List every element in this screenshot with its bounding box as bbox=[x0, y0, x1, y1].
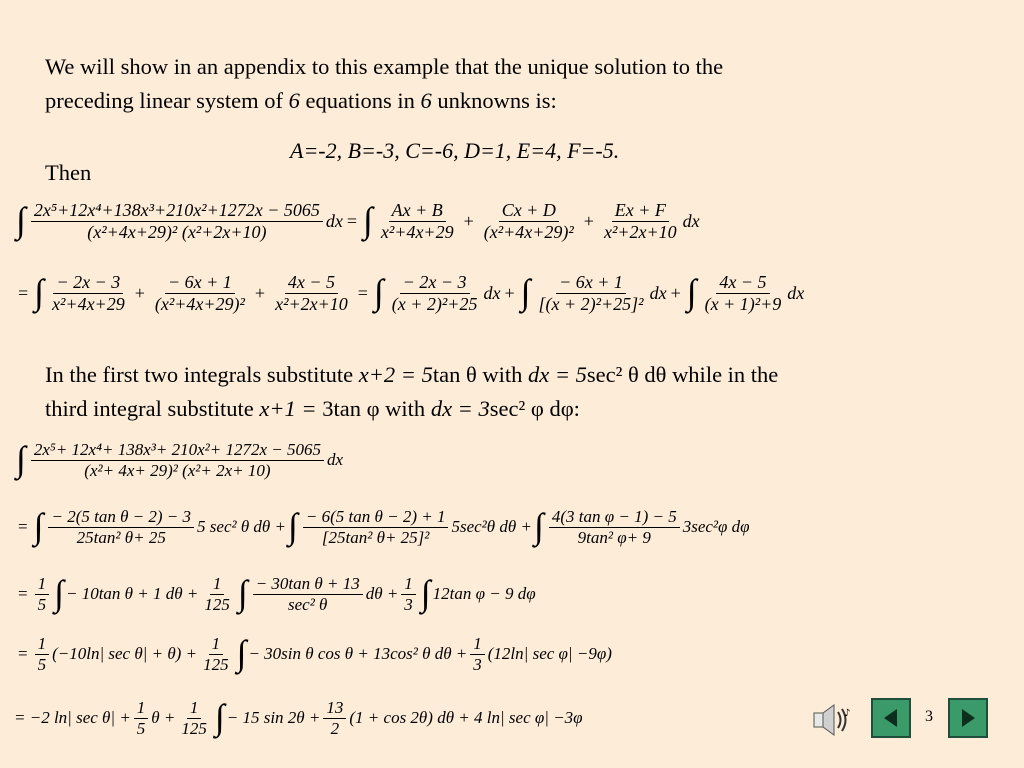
fraction-numerator: 1 bbox=[35, 634, 50, 655]
integral-sign: ∫ bbox=[420, 573, 431, 614]
fraction-denominator: (x²+4x+29)² bbox=[483, 221, 574, 242]
coefficient-fraction bbox=[35, 574, 50, 614]
term-tail: 5 sec² θ dθ + bbox=[197, 517, 287, 537]
next-slide-button[interactable] bbox=[948, 698, 988, 738]
integral-sign: ∫ bbox=[363, 200, 373, 241]
fraction-denominator: 9tan² φ+ 9 bbox=[577, 527, 651, 547]
integral-sign: ∫ bbox=[237, 573, 248, 614]
substitution-text: while in the bbox=[666, 362, 779, 387]
fraction-denominator: (x + 2)²+25 bbox=[391, 293, 478, 314]
substitution-expr: x+2 = 5 bbox=[358, 362, 433, 387]
integral-sign: ∫ bbox=[16, 200, 26, 241]
integral-sign: ∫ bbox=[34, 272, 45, 313]
page-number: 3 bbox=[925, 708, 933, 725]
intro-number: 6 bbox=[288, 88, 300, 113]
then-label: Then bbox=[45, 160, 92, 185]
term-fraction bbox=[152, 272, 248, 314]
fraction-numerator: 1 bbox=[401, 574, 416, 595]
fraction-denominator: 125 bbox=[204, 594, 230, 614]
term-fraction bbox=[378, 200, 457, 242]
term-fraction bbox=[272, 272, 351, 314]
substitution-text: sec² θ dθ bbox=[586, 362, 667, 387]
fraction-denominator: x²+4x+29 bbox=[380, 221, 454, 242]
fraction-numerator: 1 bbox=[470, 634, 485, 655]
fraction-numerator: Ax + B bbox=[389, 200, 446, 222]
term-fraction bbox=[535, 272, 646, 314]
equals-sign: = bbox=[18, 517, 28, 537]
fraction-denominator: (x²+4x+29)² (x²+2x+10) bbox=[87, 221, 267, 242]
integral-sign: ∫ bbox=[288, 506, 298, 547]
fraction-denominator: 5 bbox=[37, 654, 47, 674]
term-text: = −2 ln| sec θ| + bbox=[14, 708, 131, 728]
term-text: (−10ln| sec θ| + θ) + bbox=[52, 644, 198, 664]
term-fraction bbox=[48, 507, 194, 547]
fraction-numerator: − 2(5 tan θ − 2) − 3 bbox=[48, 507, 194, 528]
substitution-line-2 bbox=[45, 392, 778, 426]
term-fraction bbox=[702, 272, 785, 314]
coefficient-fraction bbox=[200, 634, 232, 674]
fraction-numerator: − 2x − 3 bbox=[53, 272, 123, 294]
term-tail: 5sec²θ dθ + bbox=[451, 517, 532, 537]
plus-sign: + bbox=[254, 282, 266, 303]
intro-text: unknowns is: bbox=[431, 88, 557, 113]
equation-final bbox=[14, 698, 583, 738]
fraction-denominator: x²+2x+10 bbox=[603, 221, 677, 242]
fraction-denominator: (x + 1)²+9 bbox=[704, 293, 782, 314]
equals-sign: = bbox=[18, 282, 29, 303]
intro-line-1: We will show in an appendix to this example that the unique solution to the bbox=[45, 54, 724, 79]
arrow-left-icon bbox=[879, 706, 903, 730]
plus-sign: + bbox=[583, 210, 594, 231]
term-tail: 3sec²φ dφ bbox=[682, 517, 750, 537]
fraction-numerator: Ex + F bbox=[612, 200, 669, 222]
term-text: − 15 sin 2θ + bbox=[226, 708, 321, 728]
intro-text: equations in bbox=[299, 88, 421, 113]
plus-sign: + bbox=[134, 282, 145, 303]
fraction-denominator: (x²+ 4x+ 29)² (x²+ 2x+ 10) bbox=[84, 460, 271, 480]
intro-paragraph bbox=[45, 50, 723, 118]
fraction-denominator: sec² θ bbox=[288, 594, 328, 614]
coefficient-fraction bbox=[470, 634, 485, 674]
substitution-text: In the first two integrals substitute bbox=[45, 362, 359, 387]
integral-sign: ∫ bbox=[33, 506, 44, 547]
integrand-fraction bbox=[31, 440, 324, 480]
equation-split-integrals bbox=[14, 272, 804, 314]
equation-original-integral bbox=[14, 440, 343, 480]
fraction-numerator: − 6x + 1 bbox=[165, 272, 235, 294]
fraction-numerator: − 2x − 3 bbox=[400, 272, 470, 294]
intro-text: preceding linear system of bbox=[45, 88, 289, 113]
integral-sign: ∫ bbox=[533, 506, 544, 547]
fraction-denominator: 5 bbox=[136, 718, 146, 738]
integrand-fraction bbox=[31, 200, 323, 242]
plus-sign: + bbox=[463, 210, 474, 231]
fraction-denominator: x²+4x+29 bbox=[52, 293, 125, 314]
coefficient-fraction bbox=[35, 634, 50, 674]
equation-partial-fractions bbox=[14, 200, 700, 242]
term-fraction bbox=[601, 200, 680, 242]
previous-slide-button[interactable] bbox=[871, 698, 911, 738]
intro-line-2 bbox=[45, 84, 723, 118]
term-fraction bbox=[253, 574, 363, 614]
substitution-expr: dx = 3 bbox=[430, 396, 490, 421]
fraction-denominator: 3 bbox=[404, 594, 413, 614]
term-text: (12ln| sec φ| −9φ) bbox=[487, 644, 612, 664]
integral-sign: ∫ bbox=[686, 272, 697, 313]
fraction-numerator: − 6(5 tan θ − 2) + 1 bbox=[303, 507, 449, 528]
term-fraction bbox=[481, 200, 577, 242]
equals-sign: = bbox=[357, 282, 368, 303]
integral-sign: ∫ bbox=[373, 272, 384, 313]
plus-sign: + bbox=[504, 282, 515, 303]
term-fraction bbox=[49, 272, 128, 314]
fraction-numerator: − 30tan θ + 13 bbox=[253, 574, 363, 595]
term-text: − 30sin θ cos θ + 13cos² θ dθ + bbox=[248, 644, 468, 664]
fraction-denominator: 125 bbox=[181, 718, 207, 738]
equation-integrated bbox=[14, 634, 612, 674]
fraction-numerator: 1 bbox=[209, 634, 224, 655]
substitution-text: sec² φ dφ: bbox=[489, 396, 580, 421]
fraction-numerator: 4x − 5 bbox=[285, 272, 338, 294]
substitution-line-1 bbox=[45, 358, 778, 392]
substitution-paragraph bbox=[45, 358, 778, 426]
substitution-expr: x+1 = bbox=[259, 396, 323, 421]
coefficient-fraction bbox=[178, 698, 210, 738]
equals-sign: = bbox=[346, 210, 358, 231]
term-text: dθ + bbox=[365, 584, 399, 604]
term-fraction bbox=[549, 507, 680, 547]
term-text: 12tan φ − 9 dφ bbox=[432, 584, 536, 604]
integral-sign: ∫ bbox=[16, 439, 26, 480]
fraction-denominator: 25tan² θ+ 25 bbox=[76, 527, 166, 547]
equation-simplified bbox=[14, 574, 536, 614]
svg-text:♪: ♪ bbox=[844, 708, 851, 719]
equals-sign: = bbox=[18, 644, 28, 664]
integral-sign: ∫ bbox=[236, 633, 247, 674]
fraction-numerator: 13 bbox=[323, 698, 346, 719]
intro-number: 6 bbox=[420, 88, 432, 113]
fraction-denominator: 3 bbox=[473, 654, 482, 674]
arrow-right-icon bbox=[956, 706, 980, 730]
differential: dx bbox=[325, 210, 343, 231]
fraction-denominator: x²+2x+10 bbox=[275, 293, 348, 314]
equals-sign: = bbox=[18, 584, 28, 604]
differential: dx bbox=[649, 282, 667, 303]
fraction-denominator: 5 bbox=[37, 594, 47, 614]
substitution-text: tan θ with bbox=[432, 362, 528, 387]
substitution-text: third integral substitute bbox=[45, 396, 260, 421]
term-text: (1 + cos 2θ) dθ + 4 ln| sec φ| −3φ bbox=[349, 708, 583, 728]
fraction-numerator: 1 bbox=[134, 698, 149, 719]
term-fraction bbox=[303, 507, 449, 547]
term-text: θ + bbox=[151, 708, 176, 728]
fraction-numerator: − 6x + 1 bbox=[556, 272, 626, 294]
fraction-denominator: 125 bbox=[203, 654, 229, 674]
substitution-expr: dx = 5 bbox=[527, 362, 587, 387]
fraction-numerator: Cx + D bbox=[499, 200, 559, 222]
substitution-text: 3tan φ with bbox=[322, 396, 431, 421]
term-text: − 10tan θ + 1 dθ + bbox=[65, 584, 199, 604]
coefficient-fraction bbox=[323, 698, 346, 738]
fraction-numerator: 2x⁵+12x⁴+138x³+210x²+1272x − 5065 bbox=[31, 200, 323, 222]
differential: dx bbox=[787, 282, 805, 303]
fraction-numerator: 4(3 tan φ − 1) − 5 bbox=[549, 507, 680, 528]
fraction-numerator: 2x⁵+ 12x⁴+ 138x³+ 210x²+ 1272x − 5065 bbox=[31, 440, 324, 461]
fraction-numerator: 4x − 5 bbox=[716, 272, 769, 294]
integral-sign: ∫ bbox=[520, 272, 531, 313]
integral-sign: ∫ bbox=[54, 573, 64, 614]
equation-substituted bbox=[14, 507, 750, 547]
fraction-denominator: [25tan² θ+ 25]² bbox=[321, 527, 430, 547]
differential: dx bbox=[483, 282, 501, 303]
fraction-denominator: [(x + 2)²+25]² bbox=[538, 293, 644, 314]
term-fraction bbox=[389, 272, 481, 314]
fraction-numerator: 1 bbox=[35, 574, 50, 595]
solution-values: A=-2, B=-3, C=-6, D=1, E=4, F=-5. bbox=[290, 138, 620, 163]
integral-sign: ∫ bbox=[214, 697, 225, 738]
coefficient-fraction bbox=[401, 574, 416, 614]
fraction-numerator: 1 bbox=[187, 698, 202, 719]
coefficient-fraction bbox=[134, 698, 149, 738]
fraction-denominator: 2 bbox=[330, 718, 340, 738]
coefficient-fraction bbox=[201, 574, 233, 614]
differential: dx bbox=[682, 210, 700, 231]
speaker-icon[interactable] bbox=[808, 700, 854, 745]
fraction-denominator: (x²+4x+29)² bbox=[154, 293, 245, 314]
plus-sign: + bbox=[670, 282, 681, 303]
differential: dx bbox=[326, 450, 344, 470]
fraction-numerator: 1 bbox=[210, 574, 225, 595]
